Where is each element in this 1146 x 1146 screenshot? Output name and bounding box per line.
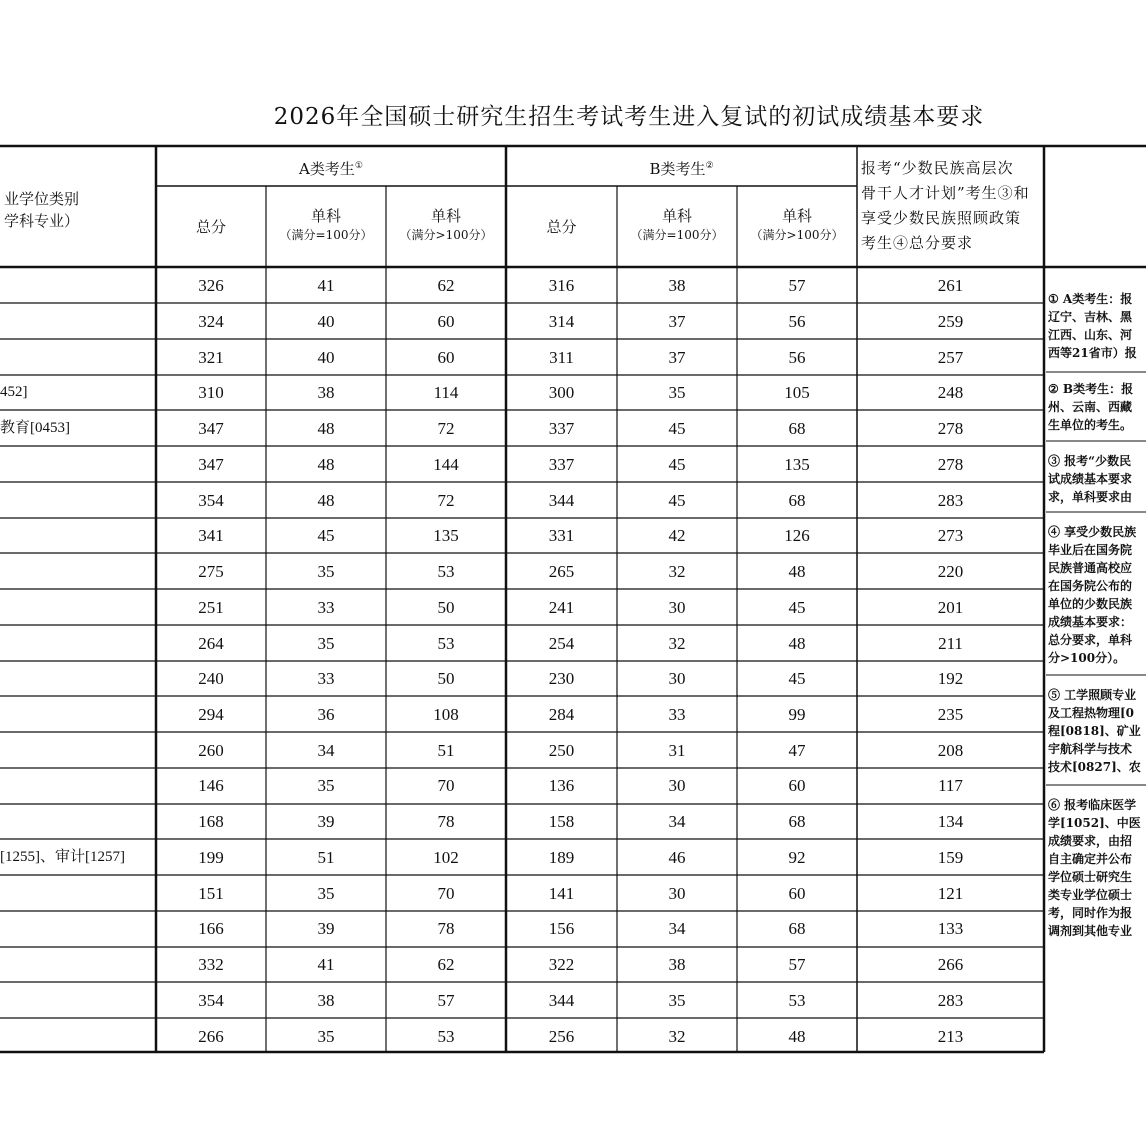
cell-a-total: 251 bbox=[198, 598, 224, 617]
footnote-line: 考，同时作为报 bbox=[1048, 906, 1133, 920]
cell-a-sgt: 53 bbox=[437, 634, 455, 653]
cell-b-total: 156 bbox=[548, 919, 575, 938]
cell-b-total: 344 bbox=[548, 491, 575, 510]
group-b-header: B类考生② bbox=[649, 160, 714, 178]
cell-b-total: 344 bbox=[548, 991, 575, 1010]
footnote-line: 西等21省市）报 bbox=[1048, 346, 1137, 360]
cell-minority: 121 bbox=[937, 884, 964, 903]
cell-b-s100: 45 bbox=[668, 419, 686, 438]
cell-a-sgt: 50 bbox=[437, 669, 455, 688]
cell-b-total: 189 bbox=[548, 848, 575, 867]
cell-b-total: 230 bbox=[548, 669, 575, 688]
cell-a-total: 332 bbox=[198, 955, 224, 974]
cell-a-sgt: 70 bbox=[437, 776, 455, 795]
cell-a-s100: 48 bbox=[317, 419, 335, 438]
cell-a-s100: 41 bbox=[317, 276, 335, 295]
cell-a-sgt: 144 bbox=[433, 455, 459, 474]
cell-b-s100: 32 bbox=[668, 562, 686, 581]
footnote-line: 宇航科学与技术 bbox=[1048, 742, 1133, 756]
footnote-line: 分>100分）。 bbox=[1048, 651, 1126, 665]
cell-b-total: 284 bbox=[548, 705, 575, 724]
cell-b-sgt: 57 bbox=[788, 955, 806, 974]
cell-a-total: 310 bbox=[198, 383, 224, 402]
cell-a-sgt: 114 bbox=[433, 383, 459, 402]
cell-a-total: 321 bbox=[198, 348, 224, 367]
cell-b-sgt: 68 bbox=[788, 419, 806, 438]
cell-b-sgt: 48 bbox=[788, 634, 806, 653]
footnote-1 bbox=[1048, 290, 1146, 362]
cell-a-s100: 38 bbox=[317, 991, 335, 1010]
footnote-2 bbox=[1048, 380, 1146, 434]
footnote-line: ② B类考生：报 bbox=[1048, 382, 1134, 396]
cell-b-s100: 30 bbox=[668, 669, 686, 688]
cell-b-s100: 30 bbox=[668, 598, 686, 617]
cell-a-sgt: 102 bbox=[433, 848, 459, 867]
footnote-line: 试成绩基本要求 bbox=[1048, 472, 1133, 486]
cell-a-s100: 45 bbox=[317, 526, 335, 545]
cell-b-total: 322 bbox=[548, 955, 575, 974]
cell-a-sgt: 51 bbox=[437, 741, 455, 760]
footnote-line: 调剂到其他专业 bbox=[1048, 924, 1133, 938]
cell-a-total: 146 bbox=[198, 776, 224, 795]
cell-a-total: 264 bbox=[198, 634, 224, 653]
cell-b-sgt: 60 bbox=[788, 776, 806, 795]
cell-b-sgt: 57 bbox=[788, 276, 806, 295]
cell-b-s100: 37 bbox=[668, 312, 686, 331]
cell-b-sgt: 105 bbox=[784, 383, 810, 402]
cell-b-total: 158 bbox=[548, 812, 575, 831]
cell-a-total: 324 bbox=[198, 312, 224, 331]
cell-a-s100: 33 bbox=[317, 598, 335, 617]
cell-a-total: 168 bbox=[198, 812, 224, 831]
footnote-3 bbox=[1048, 452, 1146, 506]
cell-b-sgt: 48 bbox=[788, 1027, 806, 1046]
footnote-line: 生单位的考生。 bbox=[1048, 418, 1133, 432]
cell-b-sgt: 99 bbox=[788, 705, 806, 724]
cell-minority: 192 bbox=[937, 669, 964, 688]
cell-minority: 208 bbox=[937, 741, 964, 760]
cell-minority: 159 bbox=[937, 848, 964, 867]
footnote-line: ⑥ 报考临床医学 bbox=[1048, 798, 1137, 812]
cell-a-sgt: 60 bbox=[437, 348, 455, 367]
b-singlegt100-header: 单科 （满分>100分） bbox=[750, 207, 844, 242]
cell-a-total: 266 bbox=[198, 1027, 224, 1046]
cell-a-sgt: 72 bbox=[437, 419, 455, 438]
footnote-line: ① A类考生：报 bbox=[1048, 292, 1133, 306]
cell-a-s100: 40 bbox=[317, 312, 335, 331]
cell-b-sgt: 68 bbox=[788, 491, 806, 510]
group-a-header: A类考生① bbox=[299, 160, 363, 178]
footnote-4 bbox=[1048, 523, 1146, 667]
cell-a-total: 354 bbox=[198, 991, 224, 1010]
cell-b-s100: 45 bbox=[668, 455, 686, 474]
cell-minority: 235 bbox=[937, 705, 964, 724]
cell-a-sgt: 78 bbox=[437, 812, 455, 831]
cell-minority: 261 bbox=[937, 276, 964, 295]
cell-b-total: 331 bbox=[548, 526, 575, 545]
cell-b-total: 311 bbox=[549, 348, 574, 367]
footnote-line: 类专业学位硕士 bbox=[1048, 888, 1133, 902]
footnote-line: 民族普通高校应 bbox=[1048, 561, 1133, 575]
row-label: [1255]、审计[1257] bbox=[0, 849, 125, 865]
cell-b-s100: 33 bbox=[668, 705, 686, 724]
cell-minority: 273 bbox=[937, 526, 964, 545]
cell-minority: 266 bbox=[937, 955, 964, 974]
footnote-line: ④ 享受少数民族 bbox=[1048, 525, 1137, 539]
cell-a-total: 199 bbox=[198, 848, 224, 867]
footnote-line: 及工程热物理[0 bbox=[1048, 706, 1135, 720]
cell-b-total: 300 bbox=[548, 383, 575, 402]
footnote-line: ③ 报考“少数民 bbox=[1048, 454, 1132, 468]
cell-a-total: 347 bbox=[198, 419, 224, 438]
footnote-line: 学[1052]、中医 bbox=[1048, 816, 1141, 830]
cell-b-s100: 38 bbox=[668, 955, 686, 974]
cell-b-sgt: 68 bbox=[788, 812, 806, 831]
footnote-line: 成绩基本要求： bbox=[1048, 615, 1133, 629]
footnote-line: 求，单科要求由 bbox=[1048, 490, 1133, 504]
a-single100-header: 单科 （满分=100分） bbox=[279, 207, 373, 242]
cell-b-sgt: 47 bbox=[788, 741, 806, 760]
cell-a-sgt: 62 bbox=[437, 276, 455, 295]
cell-a-s100: 38 bbox=[317, 383, 335, 402]
footnote-line: 成绩要求，由招 bbox=[1048, 834, 1133, 848]
cell-a-s100: 39 bbox=[317, 812, 335, 831]
cell-a-s100: 35 bbox=[317, 1027, 335, 1046]
category-header: 业学位类别 学科专业） bbox=[4, 190, 80, 230]
cell-a-sgt: 62 bbox=[437, 955, 455, 974]
cell-b-sgt: 45 bbox=[788, 598, 806, 617]
cell-b-sgt: 92 bbox=[788, 848, 806, 867]
footnote-line: 总分要求，单科 bbox=[1048, 633, 1133, 647]
cell-b-total: 265 bbox=[548, 562, 575, 581]
cell-b-s100: 35 bbox=[668, 383, 686, 402]
footnote-line: 学位硕士研究生 bbox=[1048, 870, 1133, 884]
cell-a-sgt: 53 bbox=[437, 562, 455, 581]
cell-b-total: 254 bbox=[548, 634, 575, 653]
cell-a-total: 294 bbox=[198, 705, 224, 724]
cell-a-total: 166 bbox=[198, 919, 224, 938]
cell-a-s100: 35 bbox=[317, 884, 335, 903]
cell-minority: 259 bbox=[937, 312, 964, 331]
cell-b-sgt: 45 bbox=[788, 669, 806, 688]
cell-b-total: 136 bbox=[548, 776, 575, 795]
cell-b-s100: 45 bbox=[668, 491, 686, 510]
footnote-line: 江西、山东、河 bbox=[1048, 328, 1133, 342]
cell-b-total: 316 bbox=[548, 276, 575, 295]
footnote-line: 州、云南、西藏 bbox=[1048, 400, 1133, 414]
cell-a-total: 260 bbox=[198, 741, 224, 760]
cell-a-sgt: 60 bbox=[437, 312, 455, 331]
cell-b-s100: 34 bbox=[668, 812, 686, 831]
cell-b-sgt: 68 bbox=[788, 919, 806, 938]
cell-b-sgt: 60 bbox=[788, 884, 806, 903]
footnote-line: 程[0818]、矿业 bbox=[1048, 724, 1141, 738]
cell-a-s100: 34 bbox=[317, 741, 335, 760]
cell-a-s100: 35 bbox=[317, 634, 335, 653]
cell-a-sgt: 72 bbox=[437, 491, 455, 510]
cell-b-s100: 42 bbox=[668, 526, 686, 545]
cell-a-sgt: 57 bbox=[437, 991, 455, 1010]
minority-header: 报考“少数民族高层次 骨干人才计划”考生③和 享受少数民族照顾政策 考生④总分要求 bbox=[861, 159, 1030, 252]
cell-a-total: 347 bbox=[198, 455, 224, 474]
cell-b-s100: 34 bbox=[668, 919, 686, 938]
cell-b-sgt: 56 bbox=[788, 312, 806, 331]
cell-a-sgt: 50 bbox=[437, 598, 455, 617]
cell-b-s100: 32 bbox=[668, 634, 686, 653]
footnote-line: 技术[0827]、农 bbox=[1048, 760, 1141, 774]
cell-a-total: 275 bbox=[198, 562, 224, 581]
cell-b-s100: 35 bbox=[668, 991, 686, 1010]
cell-minority: 117 bbox=[938, 776, 963, 795]
cell-b-s100: 37 bbox=[668, 348, 686, 367]
cell-b-s100: 32 bbox=[668, 1027, 686, 1046]
cell-minority: 133 bbox=[937, 919, 964, 938]
cell-a-total: 240 bbox=[198, 669, 224, 688]
cell-b-total: 141 bbox=[548, 884, 575, 903]
cell-minority: 257 bbox=[937, 348, 964, 367]
cell-a-sgt: 108 bbox=[433, 705, 459, 724]
cell-a-sgt: 53 bbox=[437, 1027, 455, 1046]
cell-a-s100: 48 bbox=[317, 491, 335, 510]
cell-a-total: 151 bbox=[198, 884, 224, 903]
cell-a-s100: 39 bbox=[317, 919, 335, 938]
footnote-line: 自主确定并公布 bbox=[1048, 852, 1133, 866]
cell-minority: 213 bbox=[937, 1027, 964, 1046]
cell-a-sgt: 78 bbox=[437, 919, 455, 938]
cell-minority: 283 bbox=[937, 991, 964, 1010]
cell-a-s100: 41 bbox=[317, 955, 335, 974]
cell-minority: 134 bbox=[937, 812, 964, 831]
a-total-header: 总分 bbox=[195, 218, 226, 236]
footnote-line: 在国务院公布的 bbox=[1048, 579, 1133, 593]
cell-b-total: 241 bbox=[548, 598, 575, 617]
cell-a-total: 341 bbox=[198, 526, 224, 545]
cell-minority: 211 bbox=[938, 634, 963, 653]
cell-b-sgt: 56 bbox=[788, 348, 806, 367]
cell-b-s100: 38 bbox=[668, 276, 686, 295]
cell-b-sgt: 126 bbox=[784, 526, 810, 545]
row-label: 教育[0453] bbox=[0, 420, 70, 436]
cell-minority: 220 bbox=[937, 562, 964, 581]
footnote-line: 辽宁、吉林、黑 bbox=[1048, 310, 1133, 324]
cell-a-s100: 36 bbox=[317, 705, 335, 724]
cell-a-s100: 51 bbox=[317, 848, 335, 867]
cell-a-sgt: 135 bbox=[433, 526, 459, 545]
page-title: 2026年全国硕士研究生招生考试考生进入复试的初试成绩基本要求 bbox=[273, 104, 985, 130]
cell-minority: 283 bbox=[937, 491, 964, 510]
cell-a-s100: 33 bbox=[317, 669, 335, 688]
cell-b-s100: 31 bbox=[668, 741, 686, 760]
footnote-line: 毕业后在国务院 bbox=[1048, 543, 1133, 557]
cell-a-total: 354 bbox=[198, 491, 224, 510]
cell-b-total: 337 bbox=[548, 419, 575, 438]
cell-minority: 278 bbox=[937, 419, 964, 438]
cell-minority: 278 bbox=[937, 455, 964, 474]
footnote-line: ⑤ 工学照顾专业 bbox=[1048, 688, 1137, 702]
row-label: 452] bbox=[0, 384, 28, 400]
cell-b-s100: 46 bbox=[668, 848, 686, 867]
footnote-5 bbox=[1048, 686, 1146, 776]
cell-a-s100: 35 bbox=[317, 776, 335, 795]
b-single100-header: 单科 （满分=100分） bbox=[630, 207, 724, 242]
footnote-line: 单位的少数民族 bbox=[1048, 597, 1133, 611]
cell-b-total: 250 bbox=[548, 741, 575, 760]
cell-b-s100: 30 bbox=[668, 776, 686, 795]
cell-a-s100: 35 bbox=[317, 562, 335, 581]
cell-b-total: 314 bbox=[548, 312, 575, 331]
b-total-header: 总分 bbox=[546, 218, 577, 236]
cell-b-total: 337 bbox=[548, 455, 575, 474]
cell-a-s100: 40 bbox=[317, 348, 335, 367]
cell-b-s100: 30 bbox=[668, 884, 686, 903]
cell-b-total: 256 bbox=[548, 1027, 575, 1046]
cell-a-sgt: 70 bbox=[437, 884, 455, 903]
cell-minority: 201 bbox=[937, 598, 964, 617]
cell-b-sgt: 135 bbox=[784, 455, 810, 474]
cell-b-sgt: 48 bbox=[788, 562, 806, 581]
a-singlegt100-header: 单科 （满分>100分） bbox=[399, 207, 493, 242]
cell-b-sgt: 53 bbox=[788, 991, 806, 1010]
cell-a-total: 326 bbox=[198, 276, 224, 295]
cell-a-s100: 48 bbox=[317, 455, 335, 474]
footnote-6 bbox=[1048, 796, 1146, 940]
cell-minority: 248 bbox=[937, 383, 964, 402]
